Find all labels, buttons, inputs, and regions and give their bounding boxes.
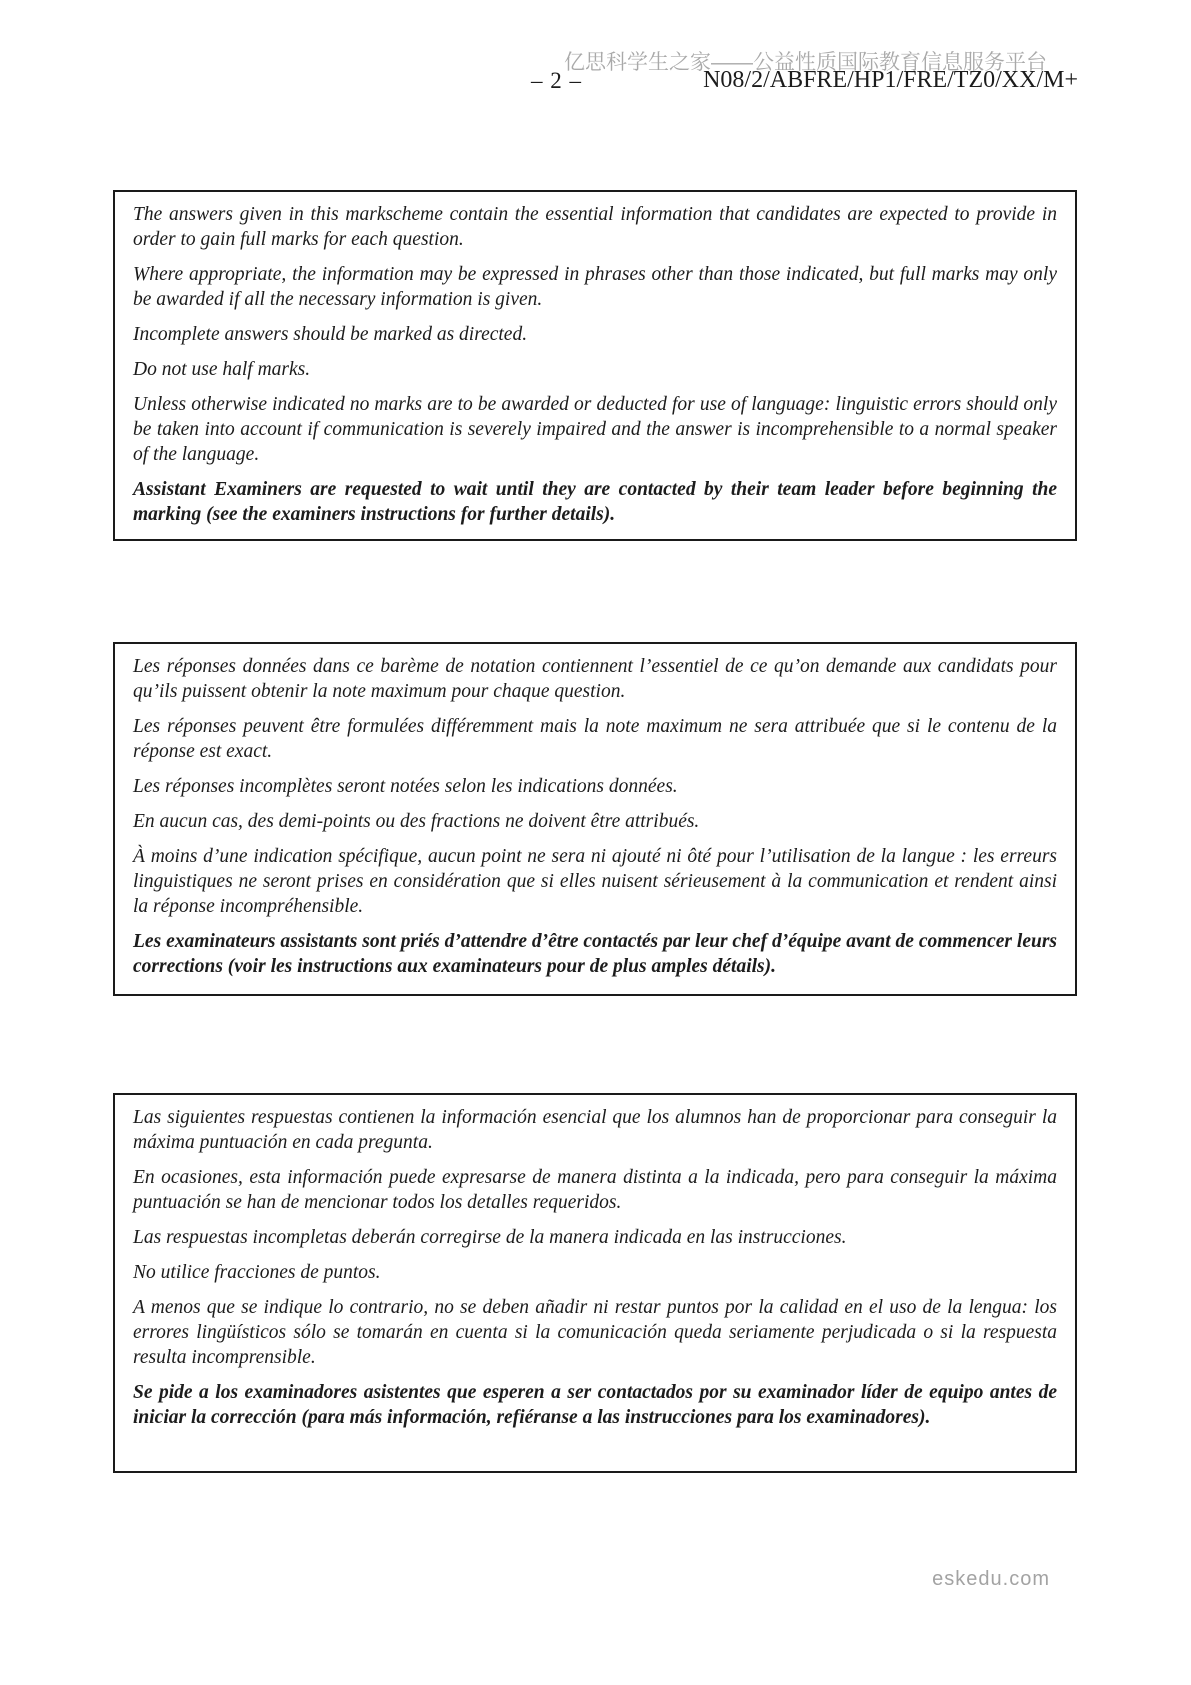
paragraph-french-1: Les réponses données dans ce barème de notation contiennent l’essentiel de ce qu’on demande aux candidats pour qu’ils puissent obtenir la note maximum pour chaque question. (133, 656, 1057, 702)
paragraph-english-2: Where appropriate, the information may be expressed in phrases other than those indicated, but full marks may only be awarded if all the necessary information is given. (133, 264, 1057, 310)
paragraph-spanish-6-bold: Se pide a los examinadores asistentes que esperen a ser contactados por su examinador líder de equipo antes de iniciar la corrección (para más información, refiéranse a las instrucciones para los examinadores). (133, 1382, 1057, 1428)
paragraph-spanish-3: Las respuestas incompletas deberán corregirse de la manera indicada en las instrucciones. (133, 1227, 847, 1248)
page-number: – 2 – (531, 68, 582, 93)
paragraph-french-3: Les réponses incomplètes seront notées selon les indications données. (133, 776, 678, 797)
paragraph-spanish-4: No utilice fracciones de puntos. (133, 1262, 381, 1283)
site-watermark-footer: eskedu.com (932, 1568, 1050, 1590)
paragraph-english-5: Unless otherwise indicated no marks are to be awarded or deducted for use of language: linguistic errors should only be taken into account if communication is severely impaired and the answer is incomprehensible to a normal speaker of the language. (133, 394, 1057, 465)
paragraph-spanish-5: A menos que se indique lo contrario, no se deben añadir ni restar puntos por la calidad en el uso de la lengua: los errores lingüísticos sólo se tomarán en cuenta si la comunicación queda seriamente perjudicada o si la respuesta resulta incomprensible. (133, 1297, 1057, 1368)
paragraph-french-2: Les réponses peuvent être formulées différemment mais la note maximum ne sera attribuée que si le contenu de la réponse est exact. (133, 716, 1057, 762)
paragraph-spanish-1: Las siguientes respuestas contienen la información esencial que los alumnos han de proporcionar para conseguir la máxima puntuación en cada pregunta. (133, 1107, 1057, 1153)
paragraph-french-4: En aucun cas, des demi-points ou des fractions ne doivent être attribués. (133, 811, 700, 832)
markscheme-notes-box-english (113, 190, 1077, 541)
paragraph-spanish-2: En ocasiones, esta información puede expresarse de manera distinta a la indicada, pero para conseguir la máxima puntuación se han de mencionar todos los detalles requeridos. (133, 1167, 1057, 1213)
markscheme-notes-box-spanish (113, 1093, 1077, 1473)
markscheme-notes-box-french (113, 642, 1077, 996)
paragraph-english-4: Do not use half marks. (133, 359, 311, 380)
site-watermark-text: 亿思科学生之家——公益性质国际教育信息服务平台 (564, 51, 1047, 74)
paragraph-english-1: The answers given in this markscheme contain the essential information that candidates are expected to provide in order to gain full marks for each question. (133, 204, 1057, 250)
paragraph-french-5: À moins d’une indication spécifique, aucun point ne sera ni ajouté ni ôté pour l’utilisation de la langue : les erreurs linguistiques ne seront prises en considération que si elles nuisent sérieusement à la communication et rendent ainsi la réponse incompréhensible. (133, 846, 1057, 917)
exam-paper-code: N08/2/ABFRE/HP1/FRE/TZ0/XX/M+ (703, 67, 1078, 93)
paragraph-french-6-bold: Les examinateurs assistants sont priés d’attendre d’être contactés par leur chef d’équipe avant de commencer leurs corrections (voir les instructions aux examinateurs pour de plus amples détails). (133, 931, 1057, 977)
paragraph-english-3: Incomplete answers should be marked as directed. (133, 324, 528, 345)
paragraph-english-6-bold: Assistant Examiners are requested to wait until they are contacted by their team leader before beginning the marking (see the examiners instructions for further details). (133, 479, 1057, 525)
